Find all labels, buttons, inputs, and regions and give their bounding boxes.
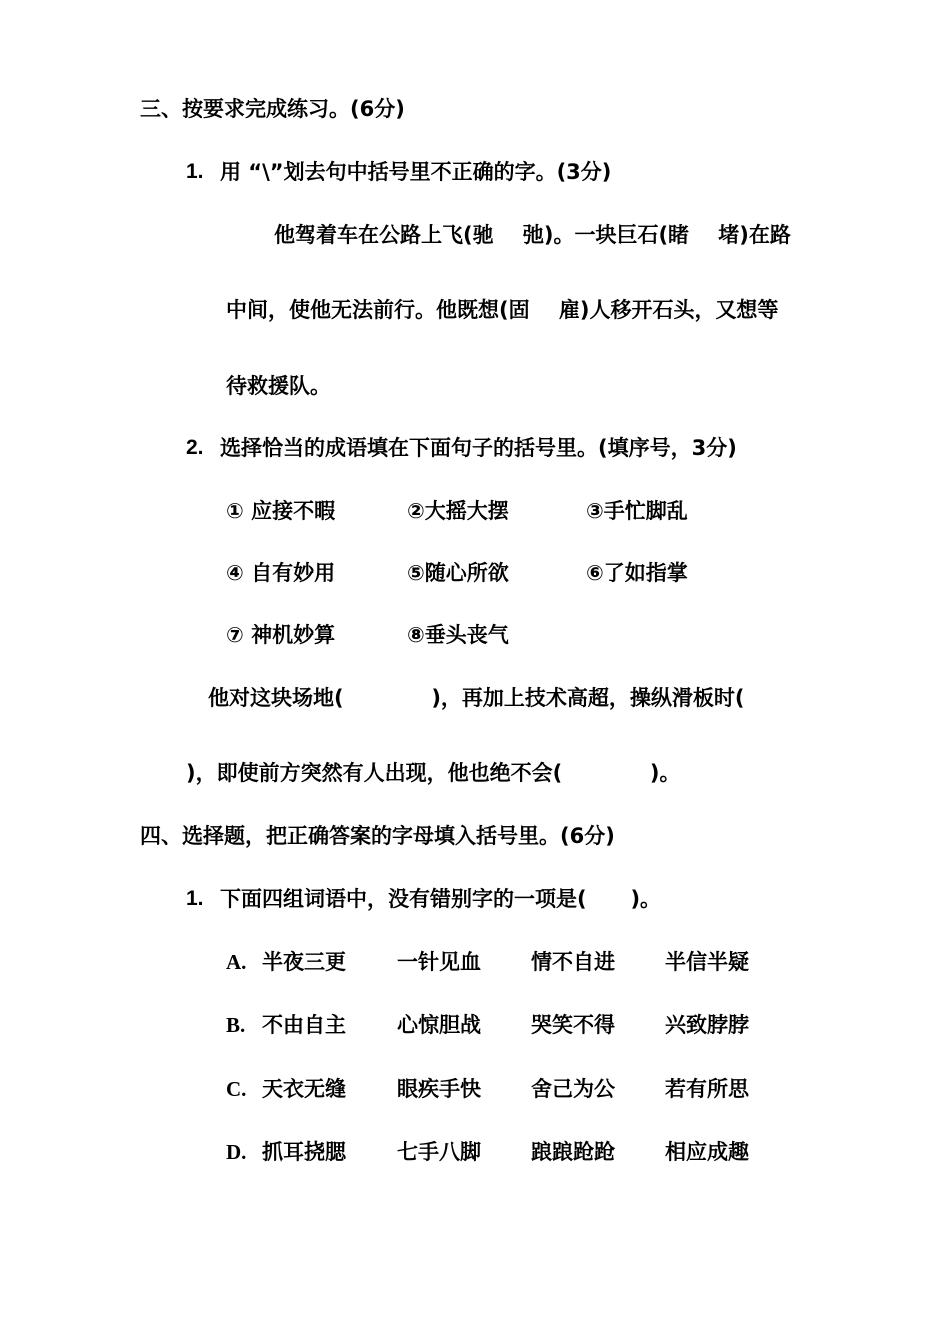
s3-q1-prompt: 用 “\”划去句中括号里不正确的字。(3分) [220, 160, 612, 184]
idiom-option: ⑦ 神机妙算 [226, 623, 336, 647]
choice-word: 不由自主 [262, 1013, 346, 1037]
choice-word: 半信半疑 [665, 950, 749, 974]
choice-letter: C. [226, 1077, 247, 1101]
s3-q2-number: 2. [186, 436, 204, 459]
s3-q1-passage-line-2: 中间，使他无法前行。他既想(固 雇)人移开石头，又想等 [226, 298, 779, 322]
choice-letter: B. [226, 1013, 246, 1037]
idiom-option: ③手忙脚乱 [586, 499, 688, 523]
idiom-option: ⑤随心所欲 [407, 561, 509, 585]
choice-word: 七手八脚 [397, 1140, 481, 1164]
idiom-option: ④ 自有妙用 [226, 561, 336, 585]
s4-q1-number: 1. [186, 887, 204, 910]
s3-q2-sentence-line-2: )，即使前方突然有人出现，他也绝不会( )。 [186, 761, 681, 785]
s3-q2-sentence-line-1: 他对这块场地( )，再加上技术高超，操纵滑板时( [208, 686, 745, 710]
s3-q1-passage-line-3: 待救援队。 [226, 374, 331, 398]
choice-word: 舍己为公 [531, 1077, 615, 1101]
section-3-heading: 三、按要求完成练习。(6分) [140, 97, 405, 121]
choice-word: 哭笑不得 [531, 1013, 615, 1037]
choice-letter: D. [226, 1140, 247, 1164]
choice-word: 情不自进 [531, 950, 615, 974]
choice-word: 兴致脖脖 [665, 1013, 749, 1037]
choice-word: 半夜三更 [262, 950, 346, 974]
s3-q1-passage-line-1: 他驾着车在公路上飞(驰 弛)。一块巨石(睹 堵)在路 [274, 223, 791, 247]
choice-letter: A. [226, 950, 247, 974]
s3-q2-prompt: 选择恰当的成语填在下面句子的括号里。(填序号，3分) [220, 436, 737, 460]
choice-word: 心惊胆战 [397, 1013, 481, 1037]
choice-word: 若有所思 [665, 1077, 749, 1101]
choice-word: 抓耳挠腮 [262, 1140, 346, 1164]
choice-word: 踉踉跄跄 [531, 1140, 615, 1164]
choice-word: 相应成趣 [665, 1140, 749, 1164]
s4-q1-prompt: 下面四组词语中，没有错别字的一项是( )。 [220, 887, 662, 911]
idiom-option: ⑥了如指掌 [586, 561, 688, 585]
choice-word: 天衣无缝 [262, 1077, 346, 1101]
idiom-option: ②大摇大摆 [407, 499, 509, 523]
idiom-option: ⑧垂头丧气 [407, 623, 509, 647]
idiom-option: ① 应接不暇 [226, 499, 336, 523]
s3-q1-number: 1. [186, 160, 204, 183]
choice-word: 一针见血 [397, 950, 481, 974]
choice-word: 眼疾手快 [397, 1077, 481, 1101]
section-4-heading: 四、选择题，把正确答案的字母填入括号里。(6分) [140, 824, 615, 848]
